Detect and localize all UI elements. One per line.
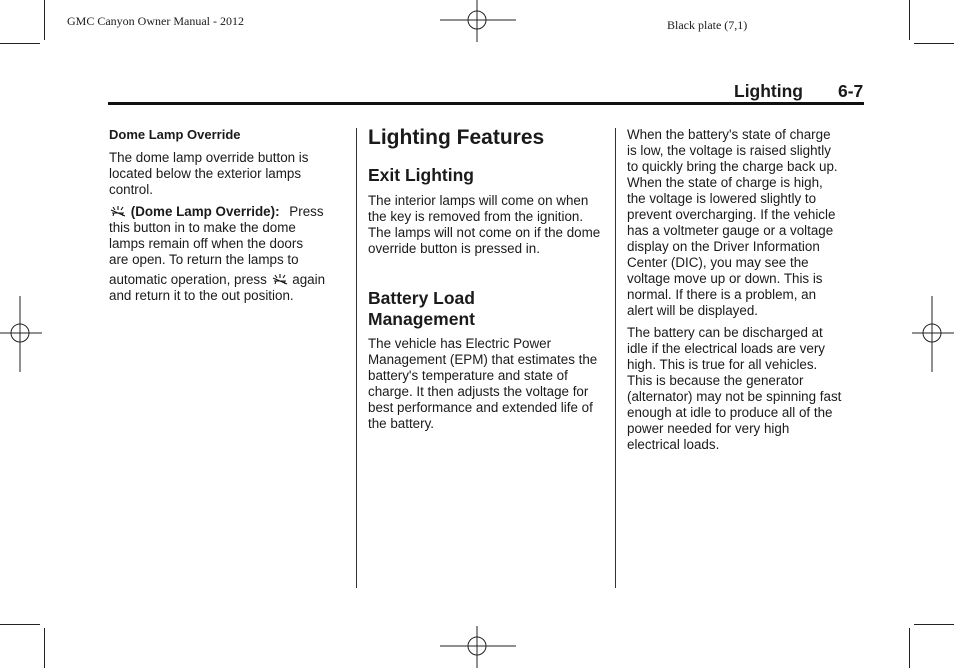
battery-charge-paragraph [627,127,867,319]
dome-lamp-heading: Dome Lamp Override [109,127,241,142]
dome-lamp-override-label: (Dome Lamp Override): [130,204,280,219]
registration-mark-icon [912,296,954,372]
dome-lamp-paragraph: The dome lamp override button is located below the exterior lamps control. [109,150,309,197]
text-line: the voltage is lowered slightly to [627,191,817,206]
column-divider [615,128,616,588]
exit-lighting-paragraph: The interior lamps will come on when the key is removed from the ignition. The lamps will not come on if the dome override button is pressed in. [368,193,601,256]
crop-mark-top-left-v [44,0,45,40]
dome-lamp-line-3: lamps remain off when the doors [109,236,304,251]
text-line: prevent overcharging. If the vehicle [627,207,836,222]
page-number: 6-7 [838,81,864,101]
crop-mark-bottom-right-v [909,628,910,668]
dome-lamp-line-5 [109,272,349,288]
dome-lamp-line-2: this button in to make the dome [109,220,296,235]
dome-lamp-line-1-text: Press [289,204,324,219]
text-line: has a voltmeter gauge or a voltage [627,223,834,238]
text-line: idle if the electrical loads are very [627,341,825,356]
exit-lighting-heading: Exit Lighting [368,165,474,185]
dome-lamp-override-icon [271,273,289,286]
text-line: power needed for very high [627,421,790,436]
registration-mark-icon [0,296,42,372]
text-line: When the state of charge is high, [627,175,823,190]
dome-lamp-override-paragraph [109,204,349,304]
dome-lamp-line-5-a: automatic operation, press [109,272,267,287]
registration-mark-icon [440,626,516,668]
manual-title: GMC Canyon Owner Manual - 2012 [67,14,244,28]
registration-mark-icon [440,0,516,42]
battery-discharge-paragraph [627,325,867,453]
battery-load-paragraph: The vehicle has Electric Power Management (EPM) that estimates the battery's temperature and state of charge. It then adjusts the voltage for best performance and extended life of the battery. [368,336,598,431]
text-line: alert will be displayed. [627,303,758,318]
battery-load-heading-line-1: Battery Load [368,288,475,308]
text-line: Center (DIC), you may see the [627,255,809,270]
crop-mark-bottom-left-v [44,628,45,668]
lighting-features-title: Lighting Features [368,126,545,149]
crop-mark-top-right-v [909,0,910,40]
dome-lamp-line-6: and return it to the out position. [109,288,294,303]
dome-lamp-line-5-b: again [292,272,326,287]
battery-load-heading [368,288,475,330]
dome-lamp-line-4: are open. To return the lamps to [109,252,299,267]
text-line: display on the Driver Information [627,239,820,254]
section-title: Lighting [734,81,804,101]
text-line: The battery can be discharged at [627,325,823,340]
text-line: (alternator) may not be spinning fast [627,389,842,404]
dome-lamp-override-icon [109,205,127,218]
text-line: enough at idle to produce all of the [627,405,833,420]
crop-mark-top-left-h [0,43,40,44]
text-line: normal. If there is a problem, an [627,287,817,302]
text-line: voltage move up or down. This is [627,271,823,286]
text-line: is low, the voltage is raised slightly [627,143,831,158]
header-rule [108,102,864,105]
text-line: electrical loads. [627,437,720,452]
text-line: When the battery's state of charge [627,127,831,142]
column-divider [356,128,357,588]
text-line: to quickly bring the charge back up. [627,159,838,174]
text-line: This is because the generator [627,373,804,388]
plate-label: Black plate (7,1) [667,18,748,32]
dome-lamp-line-1 [109,204,349,220]
battery-load-heading-line-2: Management [368,309,475,329]
crop-mark-bottom-right-h [914,624,954,625]
crop-mark-top-right-h [914,43,954,44]
text-line: high. This is true for all vehicles. [627,357,818,372]
crop-mark-bottom-left-h [0,624,40,625]
